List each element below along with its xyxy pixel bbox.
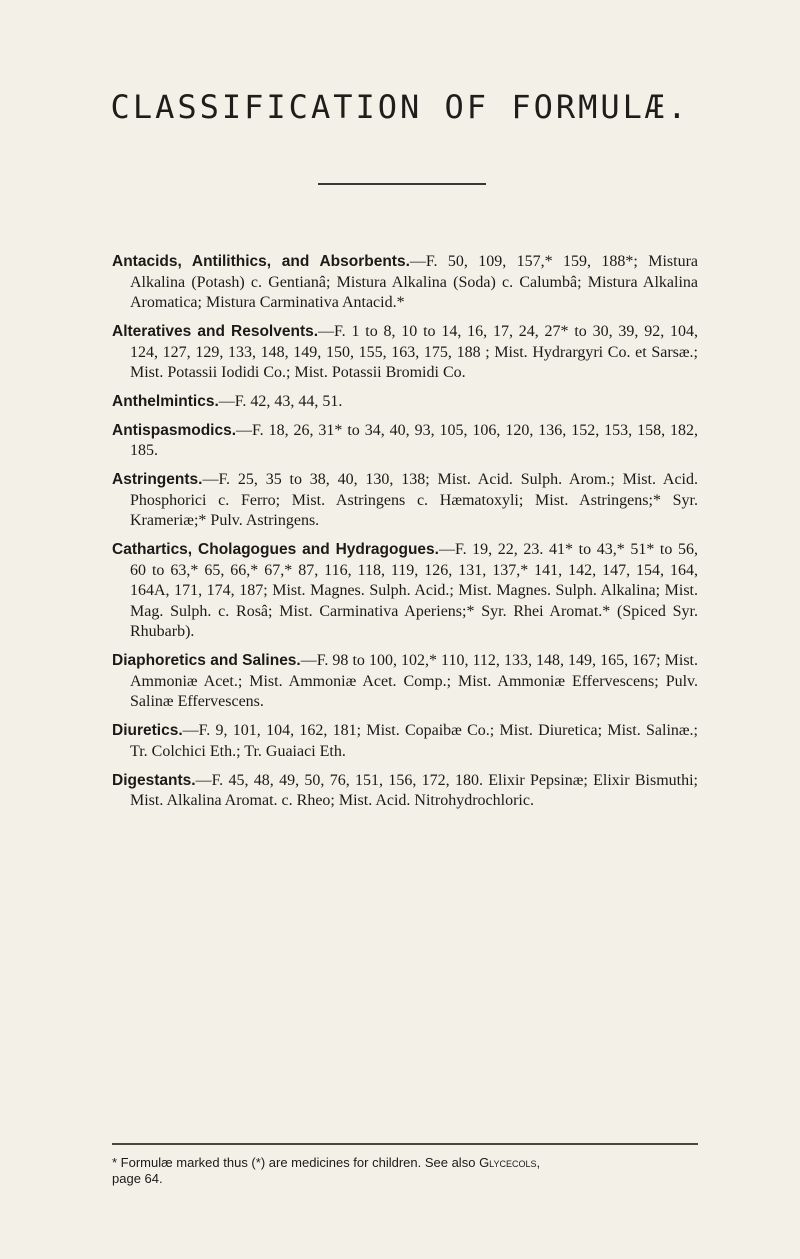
footnote-text: * Formulæ marked thus (*) are medicines for children. See also bbox=[112, 1155, 476, 1170]
list-item bbox=[112, 651, 698, 713]
list-item bbox=[112, 322, 698, 384]
page-title: CLASSIFICATION OF FORMULÆ. bbox=[110, 88, 690, 126]
list-item bbox=[112, 540, 698, 643]
entry-heading: Diaphoretics and Salines. bbox=[112, 652, 301, 670]
list-item bbox=[112, 771, 698, 812]
footnote bbox=[112, 1155, 698, 1187]
list-item bbox=[112, 392, 698, 413]
entry-heading: Alteratives and Resolvents. bbox=[112, 322, 319, 340]
entry-heading: Diuretics. bbox=[112, 722, 183, 740]
entry-heading: Cathartics, Cholagogues and Hydragogues. bbox=[112, 541, 439, 559]
list-item bbox=[112, 721, 698, 762]
entry-text: —F. 42, 43, 44, 51. bbox=[218, 392, 343, 410]
entry-text: —F. 9, 101, 104, 162, 181; Mist. Copaibæ Co.; Mist. Diuretica; Mist. Salinæ.; Tr. Colchici Eth.; Tr. Guaiaci Eth. bbox=[130, 722, 698, 760]
list-item bbox=[112, 421, 698, 462]
footnote-divider bbox=[112, 1143, 698, 1145]
title-divider bbox=[318, 183, 486, 185]
entry-text: —F. 18, 26, 31* to 34, 40, 93, 105, 106, 120, 136, 152, 153, 158, 182, 185. bbox=[130, 421, 698, 460]
list-item bbox=[112, 252, 698, 314]
entry-text: —F. 1 to 8, 10 to 14, 16, 17, 24, 27* to 30, 39, 92, 104, 124, 127, 129, 133, 148, 149, 150, 155, 163, 175, 188 ; Mist. Hydrargyri Co. et Sarsæ.; Mist. Potassii Iodidi Co.; Mist. Potassii Bromidi Co. bbox=[130, 322, 698, 382]
footnote-reference: Glycecols, bbox=[479, 1155, 541, 1170]
entry-text: —F. 98 to 100, 102,* 110, 112, 133, 148, 149, 165, 167; Mist. Ammoniæ Acet.; Mist. Ammoniæ Acet. Comp.; Mist. Ammoniæ Effervescens; Pulv. Salinæ Effervescens. bbox=[130, 652, 698, 711]
entry-heading: Astringents. bbox=[112, 471, 203, 489]
entry-text: —F. 19, 22, 23. 41* to 43,* 51* to 56, 60 to 63,* 65, 66,* 67,* 87, 116, 118, 119, 126, 131, 137,* 141, 142, 147, 154, 164, 164A, 171, 174, 187; Mist. Magnes. Sulph. Acid.; Mist. Magnes. Sulph. Alkalina; Mist. Mag. Sulph. c. Rosâ; Mist. Carminativa Aperiens;* Syr. Rhei Aromat.* (Spiced Syr. Rhubarb). bbox=[130, 541, 698, 641]
entry-heading: Anthelmintics. bbox=[112, 392, 219, 410]
entry-heading: Digestants. bbox=[112, 771, 196, 789]
entry-heading: Antispasmodics. bbox=[112, 421, 237, 439]
entry-text: —F. 25, 35 to 38, 40, 130, 138; Mist. Acid. Sulph. Arom.; Mist. Acid. Phosphorici c. Ferro; Mist. Astringens c. Hæmatoxyli; Mist. Astringens;* Syr. Krameriæ;* Pulv. Astringens. bbox=[130, 471, 698, 530]
formulae-classification-list bbox=[112, 252, 698, 820]
entry-heading: Antacids, Antilithics, and Absorbents. bbox=[112, 253, 410, 270]
entry-text: —F. 50, 109, 157,* 159, 188*; Mistura Alkalina (Potash) c. Gentianâ; Mistura Alkalina (Soda) c. Calumbâ; Mistura Alkalina Aromatica; Mistura Carminativa Antacid.* bbox=[130, 253, 698, 312]
entry-text: —F. 45, 48, 49, 50, 76, 151, 156, 172, 180. Elixir Pepsinæ; Elixir Bismuthi; Mist. Alkalina Aromat. c. Rheo; Mist. Acid. Nitrohydrochloric. bbox=[130, 771, 698, 810]
list-item bbox=[112, 470, 698, 532]
footnote-page: page 64. bbox=[112, 1171, 163, 1186]
